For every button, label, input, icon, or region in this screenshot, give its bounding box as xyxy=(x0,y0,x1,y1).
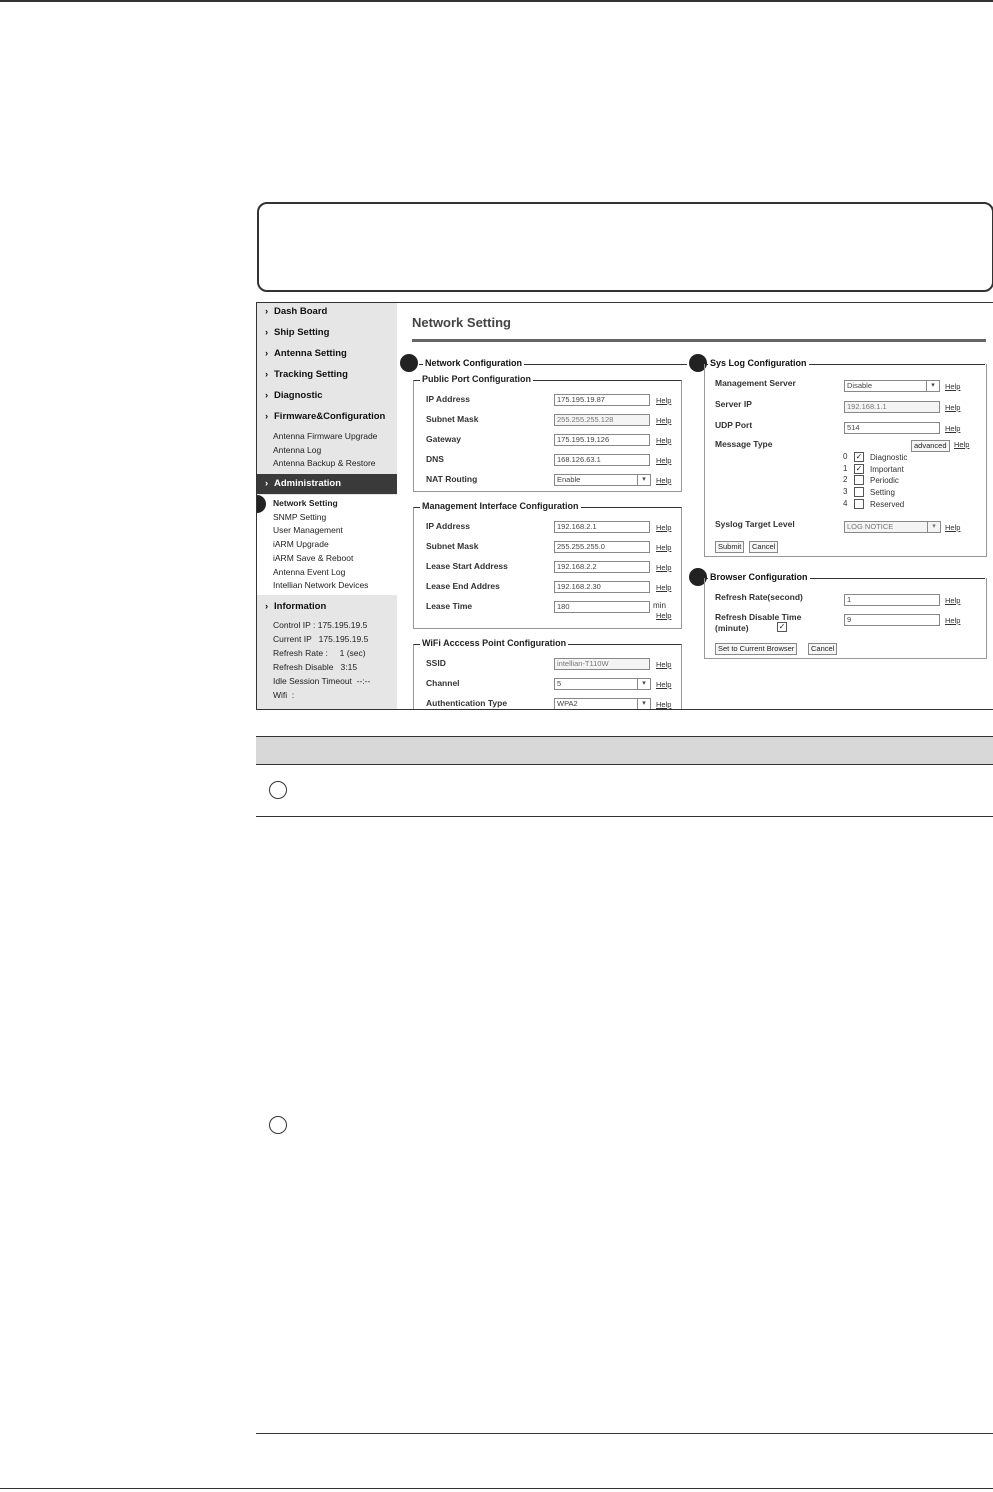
field-label: Refresh Rate(second) xyxy=(715,592,803,602)
field-label: (minute) xyxy=(715,623,749,633)
message-type-label: Periodic xyxy=(870,476,899,486)
group-title: Sys Log Configuration xyxy=(710,358,807,368)
message-type-number: 3 xyxy=(843,487,848,497)
help-link[interactable]: Help xyxy=(945,596,961,605)
sidebar-subitem[interactable]: Antenna Log xyxy=(273,444,322,455)
help-link[interactable]: Help xyxy=(656,583,672,592)
message-type-label: Diagnostic xyxy=(870,453,908,462)
fieldset-title: Public Port Configuration xyxy=(422,374,531,384)
input-value: Disable xyxy=(847,381,873,390)
field-label: Refresh Disable Time xyxy=(715,612,802,622)
help-link[interactable]: Help xyxy=(656,476,672,485)
dropdown[interactable] xyxy=(554,698,651,710)
sidebar-subitem[interactable]: Antenna Event Log xyxy=(273,566,346,577)
sidebar-subitem[interactable]: Intellian Network Devices xyxy=(273,580,369,591)
field-label: Server IP xyxy=(715,399,752,409)
set-to-current-browser-button[interactable]: Set to Current Browser xyxy=(715,643,797,655)
input-value: 192.168.2.30 xyxy=(557,582,601,591)
field-label: Management Server xyxy=(715,378,796,388)
message-type-label: Important xyxy=(870,464,904,474)
callout-circle-2 xyxy=(269,1116,287,1134)
chevron-down-icon[interactable]: ▾ xyxy=(637,475,650,485)
sidebar-item-label: Antenna Setting xyxy=(274,348,347,359)
field-label: Message Type xyxy=(715,439,773,449)
input-value: 192.168.2.2 xyxy=(557,562,597,571)
cancel-button[interactable]: Cancel xyxy=(808,643,837,655)
field-label: Lease Start Address xyxy=(426,561,508,571)
table-rule xyxy=(256,1433,993,1434)
sidebar-item-ship-setting[interactable] xyxy=(257,326,397,340)
sidebar-item-label: Ship Setting xyxy=(274,327,330,338)
page-title: Network Setting xyxy=(412,315,511,330)
dropdown[interactable] xyxy=(844,521,941,533)
text-input[interactable] xyxy=(844,422,940,434)
help-link[interactable]: Help xyxy=(945,403,961,412)
table-rule xyxy=(256,816,993,817)
sidebar-subitem[interactable]: User Management xyxy=(273,525,343,536)
info-line: Refresh Rate : 1 (sec) xyxy=(273,648,366,658)
sidebar-subitem[interactable]: Antenna Backup & Restore xyxy=(273,458,376,468)
input-value: 5 xyxy=(557,679,562,688)
submit-button[interactable]: Submit xyxy=(715,541,744,553)
sidebar-item-diagnostic[interactable] xyxy=(257,389,397,403)
input-value: intellian-T110W xyxy=(557,659,609,668)
chevron-right-icon: › xyxy=(265,348,269,359)
sidebar-subitem[interactable]: iARM Upgrade xyxy=(273,539,329,550)
text-input[interactable] xyxy=(554,394,650,406)
help-link[interactable]: Help xyxy=(945,424,961,433)
group-title: Browser Configuration xyxy=(710,572,808,582)
info-line: Refresh Disable 3:15 xyxy=(273,662,358,672)
sidebar-item-dash-board[interactable] xyxy=(257,305,397,319)
help-link[interactable]: Help xyxy=(656,436,672,445)
text-input[interactable] xyxy=(554,581,650,593)
help-link[interactable]: Help xyxy=(954,440,970,449)
field-label: Lease End Addres xyxy=(426,581,500,591)
browser-panel xyxy=(704,578,987,659)
chevron-right-icon: › xyxy=(265,390,269,401)
callout-circle-1 xyxy=(269,781,287,799)
message-type-number: 4 xyxy=(843,498,848,508)
input-value: Enable xyxy=(557,475,581,484)
info-line: Idle Session Timeout --:-- xyxy=(273,676,371,686)
input-value: 175.195.19.126 xyxy=(557,435,610,444)
help-link[interactable]: Help xyxy=(945,523,961,532)
input-value: 192.168.2.1 xyxy=(557,522,597,531)
sidebar-item-antenna-setting[interactable] xyxy=(257,347,397,361)
info-line: Current IP 175.195.19.5 xyxy=(273,634,369,644)
help-link[interactable]: Help xyxy=(945,616,961,625)
message-type-label: Setting xyxy=(870,488,895,498)
text-input[interactable] xyxy=(554,434,650,446)
checkbox[interactable] xyxy=(854,499,864,509)
input-value: 255.255.255.128 xyxy=(557,415,614,424)
chevron-right-icon: › xyxy=(265,601,269,612)
message-type-number: 2 xyxy=(843,475,848,485)
help-link[interactable]: Help xyxy=(656,396,672,405)
field-label: DNS xyxy=(426,454,444,464)
input-value: 1 xyxy=(847,595,852,604)
input-value: 192.168.1.1 xyxy=(847,402,887,411)
sidebar-item-firmware-configuration[interactable] xyxy=(257,410,397,424)
field-label: IP Address xyxy=(426,394,470,404)
text-input[interactable] xyxy=(554,541,650,553)
sidebar-subitem[interactable]: Antenna Firmware Upgrade xyxy=(273,431,378,441)
chevron-right-icon: › xyxy=(265,306,269,317)
fieldset-title: Management Interface Configuration xyxy=(422,501,579,511)
help-link[interactable]: Help xyxy=(656,700,672,709)
input-value: LOG NOTICE xyxy=(847,522,894,531)
help-link[interactable]: Help xyxy=(656,456,672,465)
text-input[interactable] xyxy=(554,414,650,426)
help-link[interactable]: Help xyxy=(656,543,672,552)
advanced-button[interactable]: advanced xyxy=(911,440,950,452)
sidebar-item-label: Dash Board xyxy=(274,306,328,317)
help-link[interactable]: Help xyxy=(656,523,672,532)
field-label: Subnet Mask xyxy=(426,541,479,551)
sidebar xyxy=(257,303,397,709)
help-link[interactable]: Help xyxy=(656,416,672,425)
text-input[interactable] xyxy=(554,561,650,573)
sidebar-item-label: Firmware&Configuration xyxy=(274,411,386,422)
main-panel xyxy=(397,303,993,709)
field-label: UDP Port xyxy=(715,420,753,430)
chevron-down-icon[interactable]: ▾ xyxy=(637,699,650,709)
sidebar-item-label: Administration xyxy=(274,478,342,489)
dropdown[interactable] xyxy=(844,380,940,392)
field-label: Subnet Mask xyxy=(426,414,479,424)
text-input[interactable] xyxy=(554,658,650,670)
dropdown[interactable] xyxy=(554,474,651,486)
message-type-number: 1 xyxy=(843,463,848,473)
input-value: 9 xyxy=(847,615,852,624)
text-input[interactable] xyxy=(554,601,650,613)
help-link[interactable]: Help xyxy=(945,382,961,391)
input-value: 180 xyxy=(557,602,570,611)
chevron-right-icon: › xyxy=(265,327,269,338)
chevron-down-icon[interactable]: ▾ xyxy=(927,522,940,532)
help-link[interactable]: Help xyxy=(656,611,672,620)
sidebar-subitem[interactable]: iARM Save & Reboot xyxy=(273,552,354,563)
sidebar-item-administration[interactable] xyxy=(257,474,397,494)
text-input[interactable] xyxy=(554,454,650,466)
text-input[interactable] xyxy=(844,594,940,606)
checkbox[interactable] xyxy=(854,475,864,485)
unit-label: min xyxy=(653,601,666,610)
sidebar-item-label: Information xyxy=(274,601,327,612)
text-input[interactable] xyxy=(844,614,940,626)
cancel-button[interactable]: Cancel xyxy=(749,541,778,553)
field-label: IP Address xyxy=(426,521,470,531)
table-header xyxy=(256,736,993,764)
info-line: Control IP : 175.195.19.5 xyxy=(273,620,368,630)
help-link[interactable]: Help xyxy=(656,680,672,689)
input-value: 255.255.255.0 xyxy=(557,542,605,551)
help-link[interactable]: Help xyxy=(656,660,672,669)
field-label: NAT Routing xyxy=(426,474,478,484)
bottom-rule xyxy=(0,1488,993,1489)
dropdown[interactable] xyxy=(554,678,651,690)
input-value: 175.195.19.87 xyxy=(557,395,605,404)
input-value: WPA2 xyxy=(557,699,578,708)
message-type-number: 0 xyxy=(843,452,848,461)
fieldset xyxy=(413,374,682,492)
fieldset xyxy=(413,638,682,710)
checkbox-checked[interactable]: ✓ xyxy=(855,452,863,461)
help-link[interactable]: Help xyxy=(656,563,672,572)
checkbox-checked[interactable]: ✓ xyxy=(778,622,786,631)
field-label: Channel xyxy=(426,678,460,688)
syslog-panel xyxy=(704,364,987,557)
fieldset xyxy=(413,501,682,629)
checkbox[interactable] xyxy=(854,487,864,497)
sidebar-subitem-active[interactable]: Network Setting xyxy=(273,498,338,508)
fieldset-title: WiFi Acccess Point Configuration xyxy=(422,638,567,648)
note-box xyxy=(257,202,993,292)
sidebar-item-tracking-setting[interactable] xyxy=(257,368,397,382)
sidebar-item-label: Tracking Setting xyxy=(274,369,348,380)
field-label: Authentication Type xyxy=(426,698,508,708)
message-type-label: Reserved xyxy=(870,499,905,509)
chevron-right-icon: › xyxy=(265,478,269,489)
chevron-down-icon[interactable]: ▾ xyxy=(926,381,939,391)
table-rule xyxy=(256,764,993,765)
group-title: Network Configuration xyxy=(425,358,522,368)
callout-marker xyxy=(400,354,418,372)
text-input[interactable] xyxy=(554,521,650,533)
text-input[interactable] xyxy=(844,401,940,413)
sidebar-item-label: Diagnostic xyxy=(274,390,323,401)
checkbox-checked[interactable]: ✓ xyxy=(855,463,863,473)
sidebar-item-information[interactable] xyxy=(257,600,397,614)
chevron-right-icon: › xyxy=(265,411,269,422)
field-label: Syslog Target Level xyxy=(715,519,795,529)
field-label: Gateway xyxy=(426,434,461,444)
screenshot-frame xyxy=(256,302,993,710)
sidebar-subitem[interactable]: SNMP Setting xyxy=(273,511,327,522)
info-line: Wifi : xyxy=(273,690,295,700)
field-label: SSID xyxy=(426,658,446,668)
chevron-right-icon: › xyxy=(265,369,269,380)
top-rule xyxy=(0,0,993,2)
input-value: 168.126.63.1 xyxy=(557,455,601,464)
chevron-down-icon[interactable]: ▾ xyxy=(637,679,650,689)
title-divider xyxy=(412,339,986,342)
input-value: 514 xyxy=(847,423,860,432)
field-label: Lease Time xyxy=(426,601,473,611)
